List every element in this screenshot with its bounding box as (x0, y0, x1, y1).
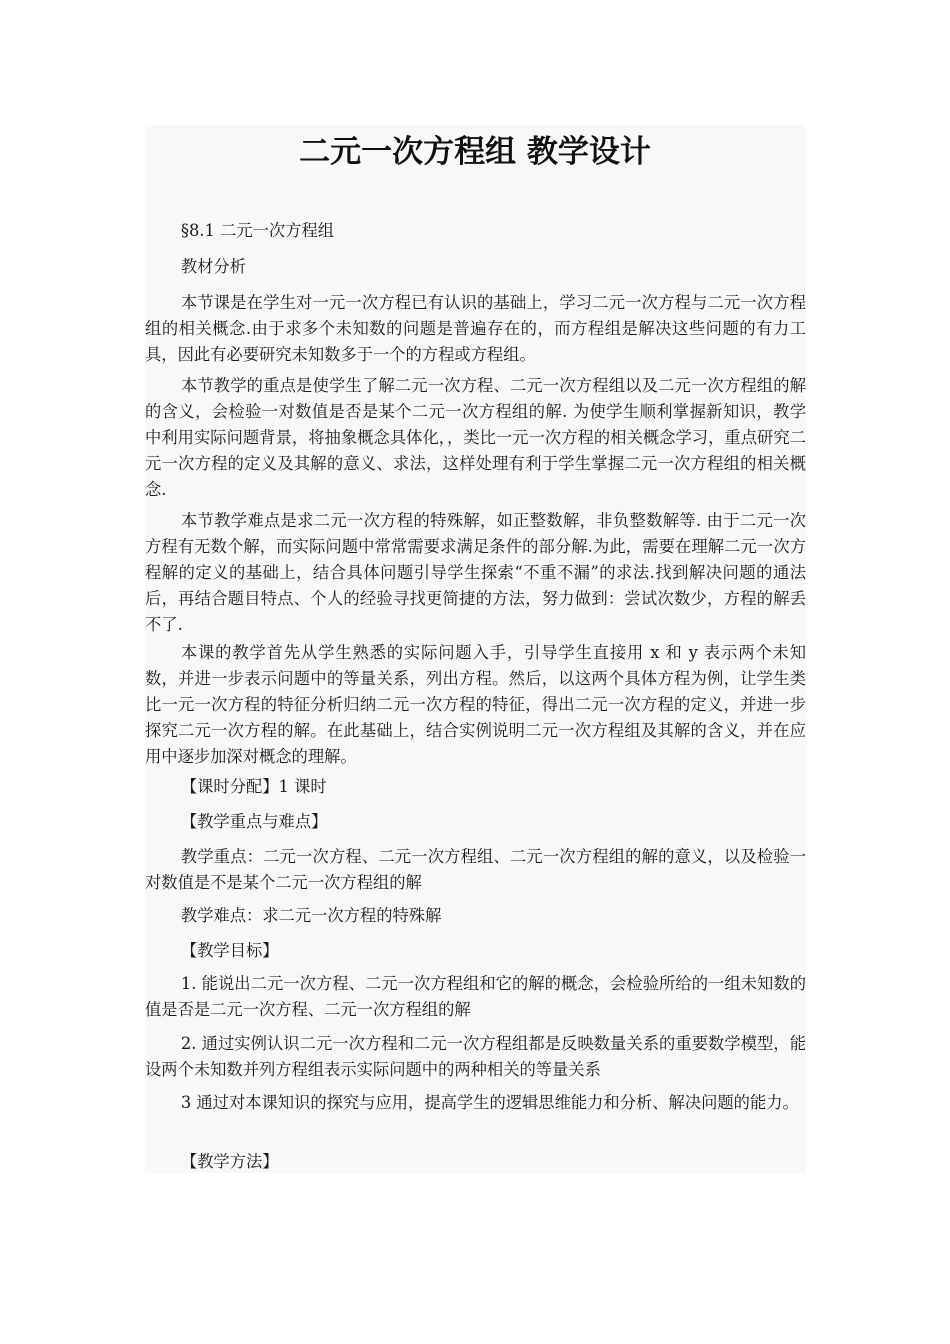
paragraph-key-points: 本节教学的重点是使学生了解二元一次方程、二元一次方程组以及二元一次方程组的解的含义，会检验一对数值是否是某个二元一次方程组的解. 为使学生顺利掌握新知识，教学中利用实际问题背景，将抽象概念具体化，，类比一元一次方程的相关概念学习，重点研究二元一次方程的定义及其解的意义、求法，这样处理有利于学生掌握二元一次方程组的相关概念. (145, 376, 806, 499)
paragraph-focus-heading: 【教学重点与难点】 (180, 812, 328, 831)
paragraph-teaching-focus: 教学重点：二元一次方程、二元一次方程组、二元一次方程组的解的意义，以及检验一对数值是不是某个二元一次方程组的解 (145, 847, 806, 892)
paragraph-methods-heading: 【教学方法】 (180, 1152, 279, 1171)
paragraph-objective-2: 2. 通过实例认识二元一次方程和二元一次方程组都是反映数量关系的重要数学模型，能设两个未知数并列方程组表示实际问题中的两种相关的等量关系 (145, 1034, 806, 1079)
paragraph-objective-1: 1. 能说出二元一次方程、二元一次方程组和它的解的概念，会检验所给的一组未知数的值是否是二元一次方程、二元一次方程组的解 (145, 974, 806, 1019)
paragraph-difficulties: 本节教学难点是求二元一次方程的特殊解，如正整数解，非负整数解等. 由于二元一次方程有无数个解，而实际问题中常常需要求满足条件的部分解.为此，需要在理解二元一次方程解的定义的基础上，结合具体问题引导学生探索“不重不漏”的求法.找到解决问题的通法后，再结合题目特点、个人的经验寻找更简捷的方法，努力做到：尝试次数少，方程的解丢不了. (145, 511, 806, 634)
paragraph-class-hours: 【课时分配】1 课时 (180, 777, 327, 796)
paragraph-teaching-approach: 本课的教学首先从学生熟悉的实际问题入手，引导学生直接用 x 和 y 表示两个未知数，并进一步表示问题中的等量关系，列出方程。然后，以这两个具体方程为例，让学生类比一元一次方程的特征分析归纳二元一次方程的特征，得出二元一次方程的定义，并进一步探究二元一次方程的解。在此基础上，结合实例说明二元一次方程组及其解的含义，并在应用中逐步加深对概念的理解。 (145, 643, 806, 766)
paragraph-textbook-analysis: 教材分析 (180, 257, 246, 276)
section-heading: §8.1 二元一次方程组 (180, 221, 335, 240)
paragraph-teaching-difficulty: 教学难点：求二元一次方程的特殊解 (180, 906, 442, 925)
document-title: 二元一次方程组 教学设计 (299, 134, 651, 170)
paragraph-objective-3: 3 通过对本课知识的探究与应用，提高学生的逻辑思维能力和分析、解决问题的能力。 (180, 1093, 799, 1112)
paragraph-objectives-heading: 【教学目标】 (180, 941, 279, 960)
paragraph-intro: 本节课是在学生对一元一次方程已有认识的基础上，学习二元一次方程与二元一次方程组的相关概念.由于求多个未知数的问题是普遍存在的，而方程组是解决这些问题的有力工具，因此有必要研究未知数多于一个的方程或方程组。 (145, 293, 806, 364)
